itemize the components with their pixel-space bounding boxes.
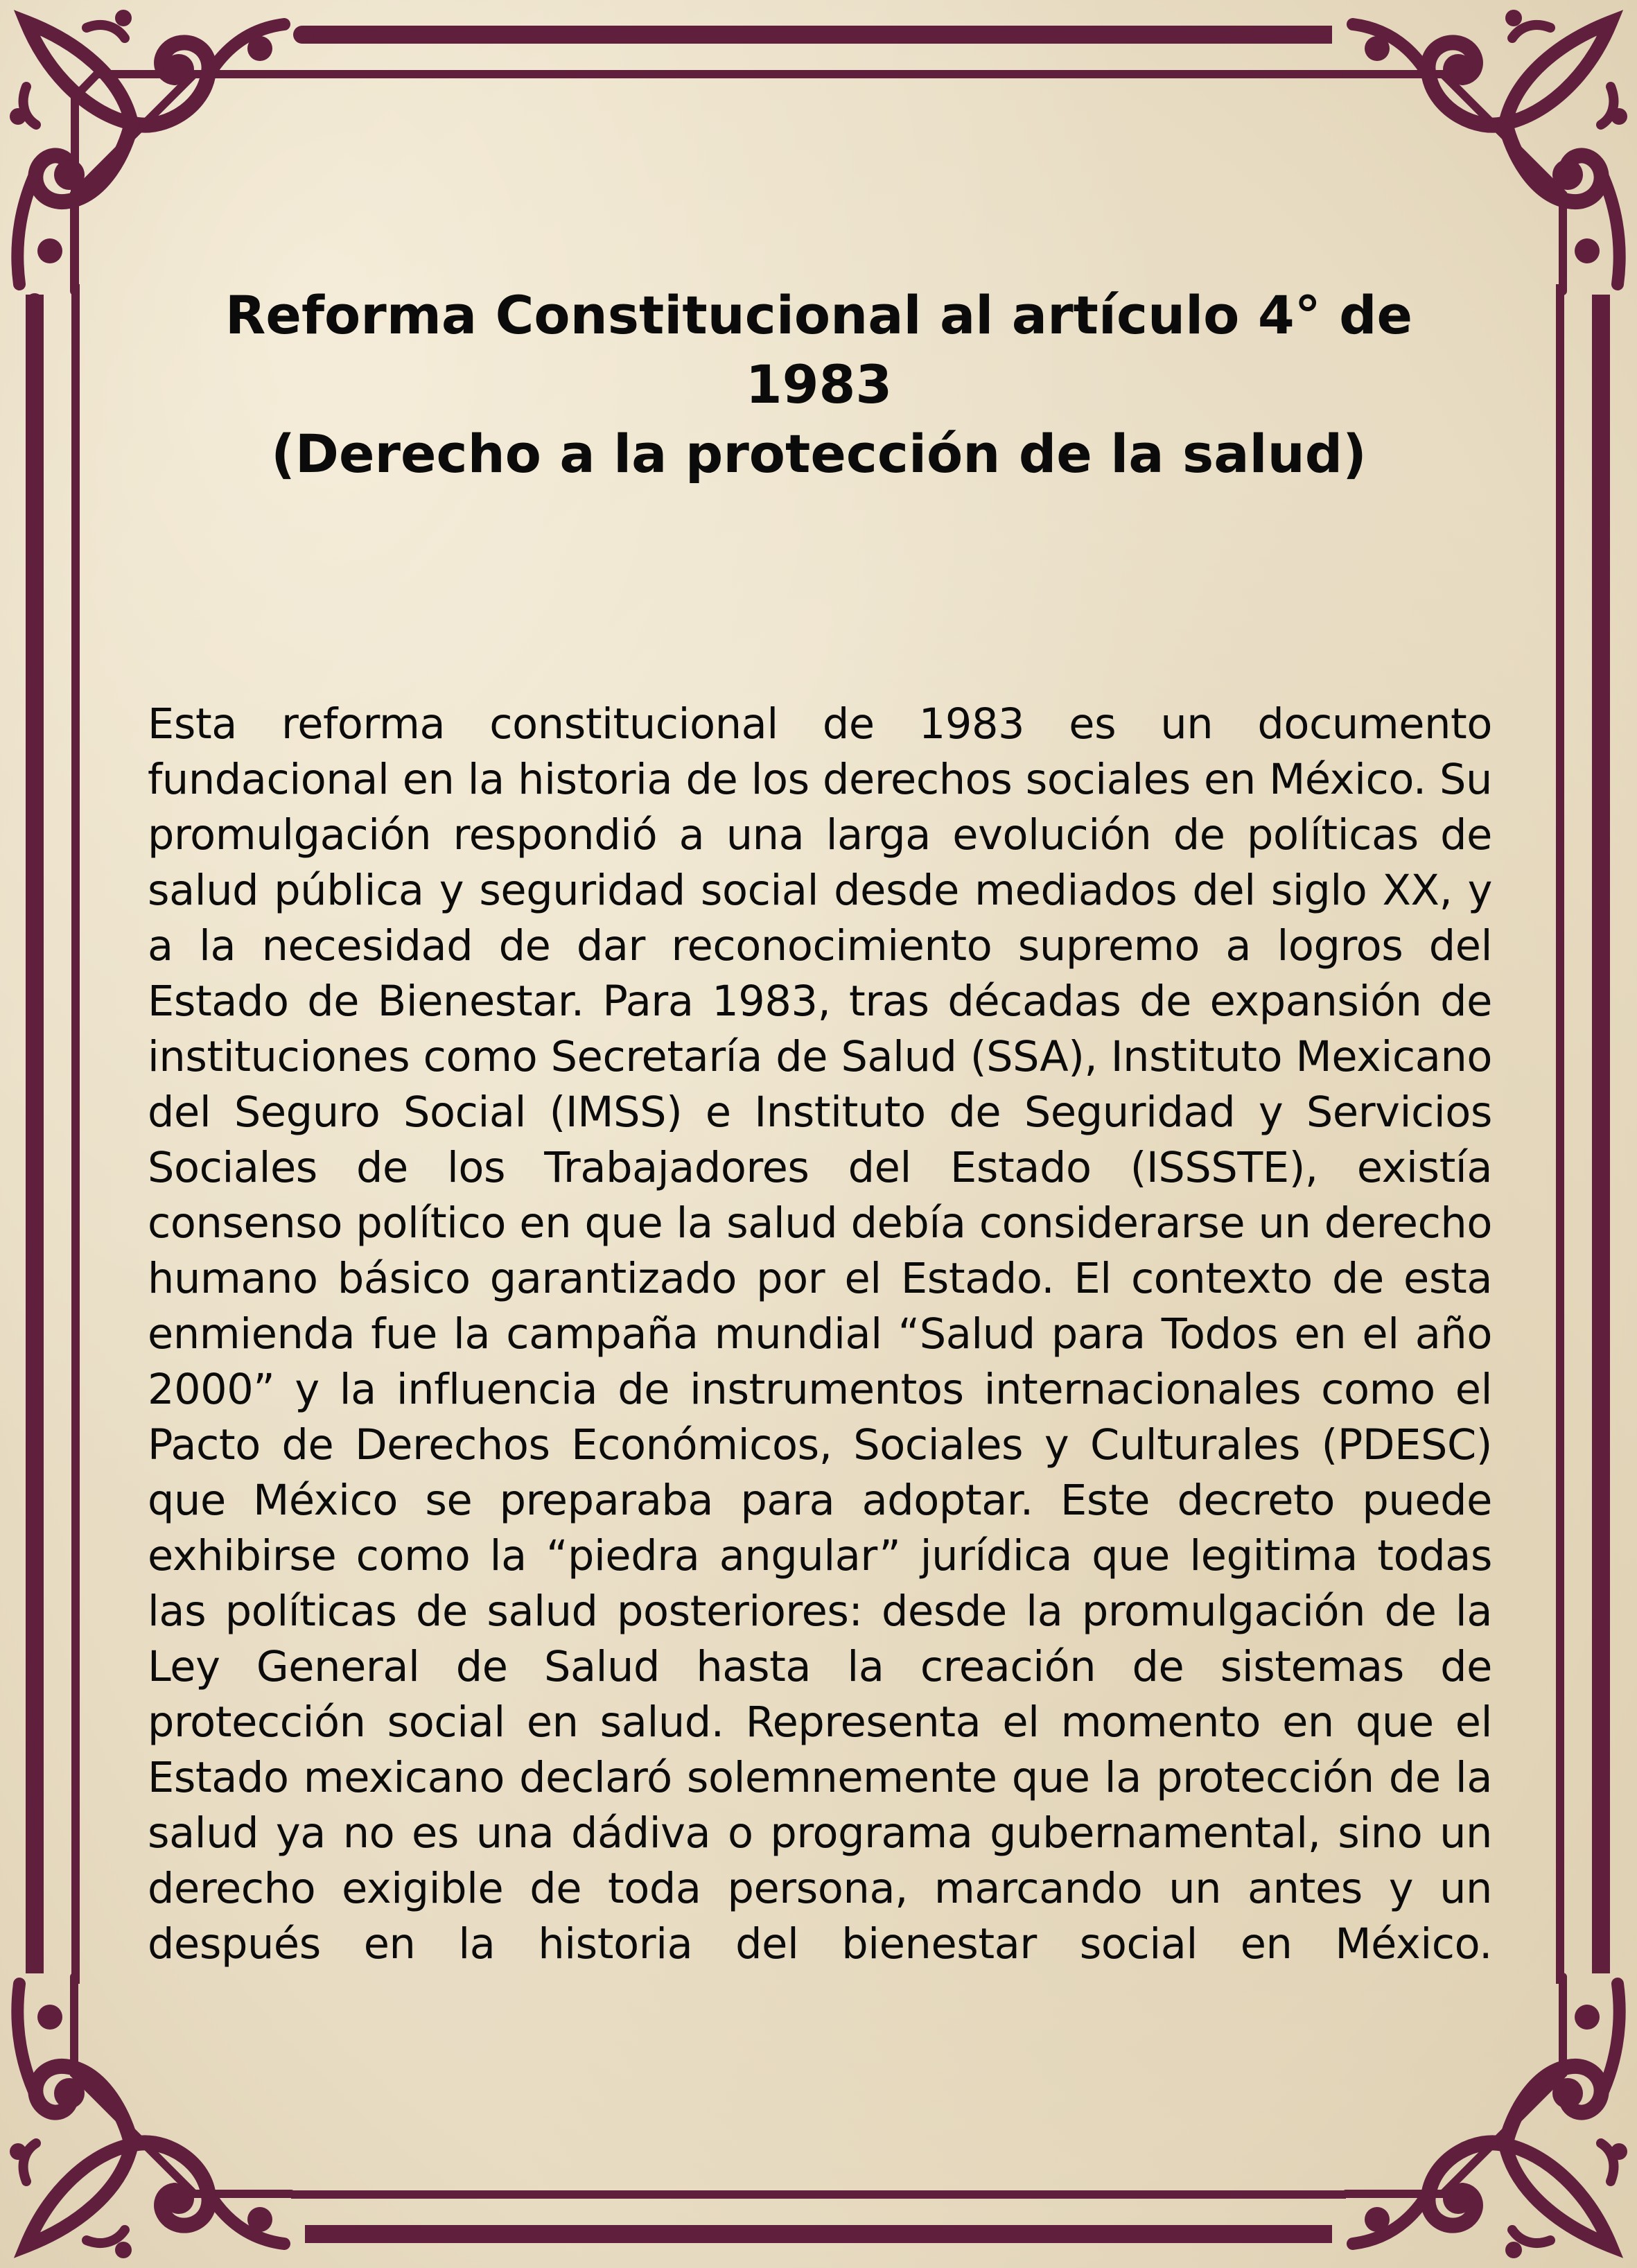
corner-ornament-icon	[1318, 1949, 1637, 2268]
body-paragraph: Esta reforma constitucional de 1983 es un documento fundacional en la historia de los derechos sociales en México. Su promulgación respondió a una larga evolución de políticas de salud pública y seguridad social desde mediados del siglo XX, y a la necesidad de dar reconocimiento supremo a logros del Estado de Bienestar. Para 1983, tras décadas de expansión de instituciones como Secretaría de Salud (SSA), Instituto Mexicano del Seguro Social (IMSS) e Instituto de Seguridad y Servicios Sociales de los Trabajadores del Estado (ISSSTE), existía consenso político en que la salud debía considerarse un derecho humano básico garantizado por el Estado. El contexto de esta enmienda fue la campaña mundial “Salud para Todos en el año 2000” y la influencia de instrumentos internacionales como el Pacto de Derechos Económicos, Sociales y Culturales (PDESC) que México se preparaba para adoptar. Este decreto puede exhibirse como la “piedra angular” jurídica que legitima todas las políticas de salud posteriores: desde la promulgación de la Ley General de Salud hasta la creación de sistemas de protección social en salud. Representa el momento en que el Estado mexicano declaró solemnemente que la protección de la salud ya no es una dádiva o programa gubernamental, sino un derecho exigible de toda persona, marcando un antes y un después en la historia del bienestar social en México.	[148, 700, 1492, 1969]
corner-ornament-icon	[0, 1949, 319, 2268]
frame-inner-top	[291, 70, 1346, 78]
frame-inner-left	[71, 284, 80, 1984]
document-title	[148, 281, 1490, 489]
corner-ornament-icon	[1318, 0, 1637, 319]
frame-inner-bottom	[291, 2190, 1346, 2199]
frame-outer-top	[305, 26, 1332, 44]
frame-outer-left	[26, 295, 44, 1973]
corner-ornament-icon	[0, 0, 319, 319]
frame-outer-bottom	[305, 2225, 1332, 2243]
title-line-1: Reforma Constitucional al artículo 4° de 1983	[225, 284, 1413, 415]
frame-outer-right	[1592, 295, 1610, 1973]
frame-inner-right	[1556, 284, 1564, 1984]
title-line-2: (Derecho a la protección de la salud)	[271, 423, 1367, 485]
